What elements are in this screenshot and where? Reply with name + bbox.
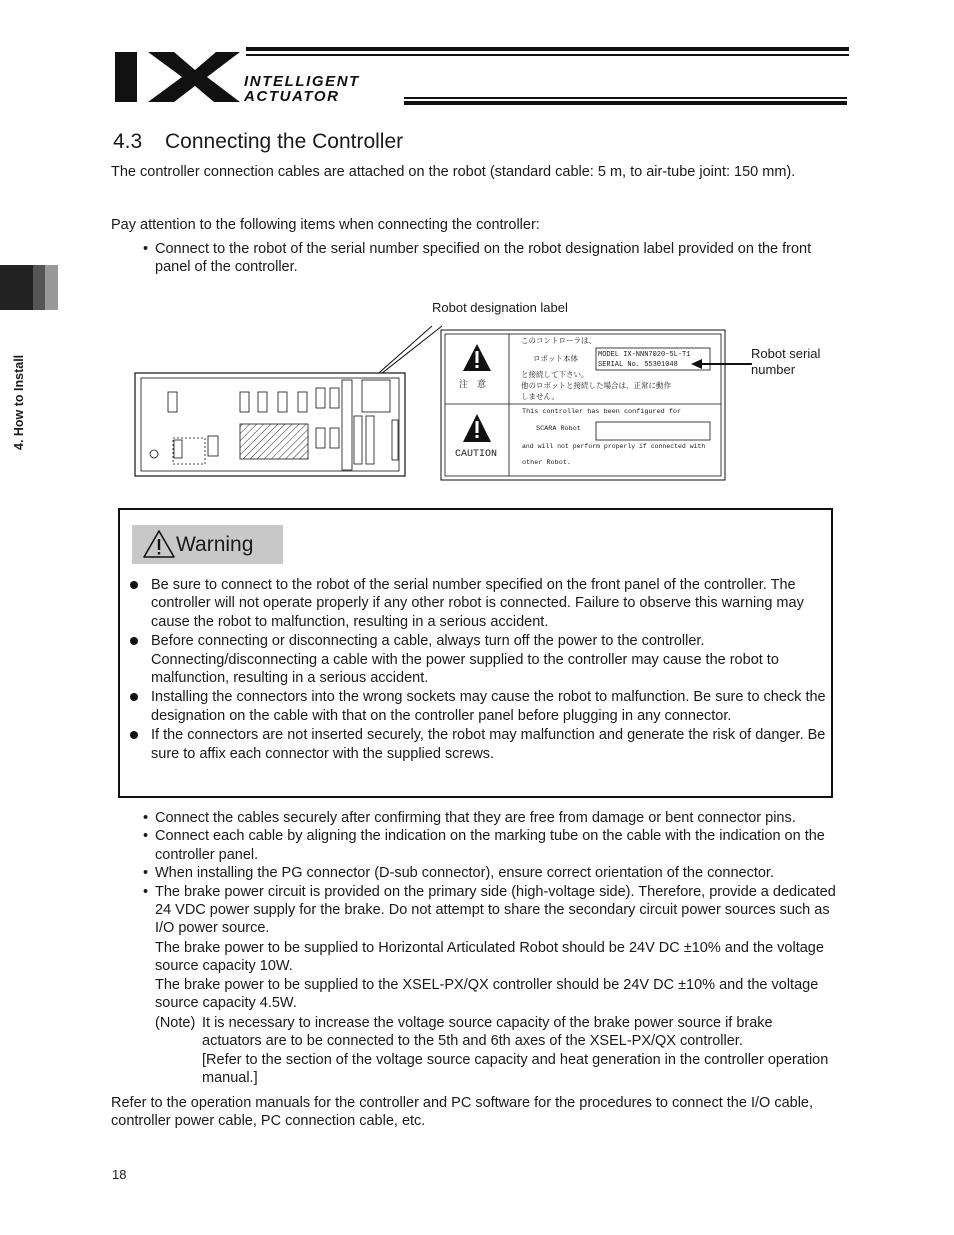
warning-item: Be sure to connect to the robot of the serial number specified on the front panel of the controller. The controller will not operate properly if any other robot is connected. Failure to observe this warning may cause the robot to malfunction, resulting in a serious accident. (130, 576, 830, 631)
bullet-list-bottom (143, 809, 843, 938)
closing-paragraph: Refer to the operation manuals for the controller and PC software for the procedures to connect the I/O cable, controller power cable, PC connection cable, etc. (111, 1095, 814, 1130)
bullet-list-top (143, 240, 833, 277)
header-rule-bottom-thin (404, 97, 847, 99)
warning-list (130, 576, 830, 764)
label-jp-warn: 注 意 (459, 379, 487, 389)
note-block (155, 1014, 835, 1088)
page-title (113, 129, 403, 155)
list-item: • Connect to the robot of the serial number specified on the robot designation label provided on the front panel of the controller. (143, 240, 833, 277)
header-rule-top-thick (246, 47, 849, 51)
label-jp-line1: このコントローラは、 (521, 336, 596, 345)
ix-logo-mark-icon (112, 46, 242, 106)
list-item: • When installing the PG connector (D-sub connector), ensure correct orientation of the connector. (143, 864, 843, 882)
warning-item: Installing the connectors into the wrong sockets may cause the robot to malfunction. Be sure to check the designation on the cable with that on the controller panel before plugging in any connector. (130, 688, 830, 725)
controller-figure (130, 310, 760, 486)
label-serial: SERIAL No. 55301048 (598, 361, 678, 369)
header-rule-bottom-thick (404, 101, 847, 105)
label-caution: CAUTION (455, 449, 498, 460)
chapter-label: 4. How to Install (12, 354, 26, 450)
warning-header (132, 525, 283, 564)
warning-triangle-icon (142, 529, 176, 559)
warning-box (118, 508, 833, 798)
warning-item: If the connectors are not inserted securely, the robot may malfunction and generate the risk of danger. Be sure to affix each connector with the supplied screws. (130, 726, 830, 763)
label-en-line1: This controller has been configured for (522, 408, 682, 416)
chapter-tab (0, 265, 58, 310)
label-jp-line4: しません。 (521, 392, 559, 401)
label-en-line3: other Robot. (522, 459, 571, 467)
section-title: Connecting the Controller (165, 130, 404, 153)
figure-caption-designation: Robot designation label (432, 300, 568, 315)
figure-caption-serial: Robot serial number (751, 346, 821, 377)
note-text-wrap (155, 1014, 835, 1088)
section-number: 4.3 (113, 130, 143, 153)
label-jp-line3: 他のロボットと接続した場合は、正常に動作 (521, 381, 671, 390)
list-item: • The brake power circuit is provided on the primary side (high-voltage side). Therefore, provide a dedicated 24 VDC power supply for the brake. Do not attempt to share the secondary circuit power sources such as I/O power source. (143, 883, 843, 938)
logo-text (244, 74, 360, 104)
list-item: • Connect the cables securely after confirming that they are free from damage or bent connector pins. (143, 809, 843, 827)
label-en-robot: SCARA Robot (536, 425, 581, 433)
warning-title: Warning (176, 533, 254, 556)
note-prefix: (Note) (155, 1015, 196, 1031)
page-number: 18 (112, 1167, 127, 1182)
logo-text-line1: INTELLIGENT (244, 73, 360, 90)
label-model: MODEL IX-NNN7020-5L-T1 (598, 351, 691, 359)
brake-note-2: The brake power to be supplied to the XSEL-PX/QX controller should be 24V DC ±10% and the voltage source capacity 4.5W. (155, 977, 819, 1012)
note-ref: [Refer to the section of the voltage source capacity and heat generation in the controller operation manual.] (202, 1051, 829, 1087)
intro-paragraph-2: Pay attention to the following items when connecting the controller: (111, 217, 540, 233)
header-rule-top-thin (246, 54, 849, 56)
intro-paragraph-1: The controller connection cables are attached on the robot (standard cable: 5 m, to air-tube joint: 150 mm). (111, 164, 796, 180)
label-jp-robot: ロボット本体 (533, 354, 578, 363)
logo-text-line2: ACTUATOR (244, 88, 340, 105)
note-text: It is necessary to increase the voltage source capacity of the brake power source if brake actuators are to be connected to the 5th and 6th axes of the XSEL-PX/QX controller. (202, 1015, 773, 1050)
warning-item: Before connecting or disconnecting a cable, always turn off the power to the controller. Connecting/disconnecting a cable with the power supplied to the controller may cause the robot to malfunction, resulting in a serious accident. (130, 632, 830, 687)
label-jp-line2: と接続して下さい。 (521, 370, 589, 379)
brake-note-1: The brake power to be supplied to Horizontal Articulated Robot should be 24V DC ±10% and the voltage source capacity 10W. (155, 940, 824, 975)
label-en-line2: and will not perform properly if connected with (522, 443, 706, 450)
list-item: • Connect each cable by aligning the indication on the marking tube on the cable with the indication on the controller panel. (143, 827, 843, 864)
